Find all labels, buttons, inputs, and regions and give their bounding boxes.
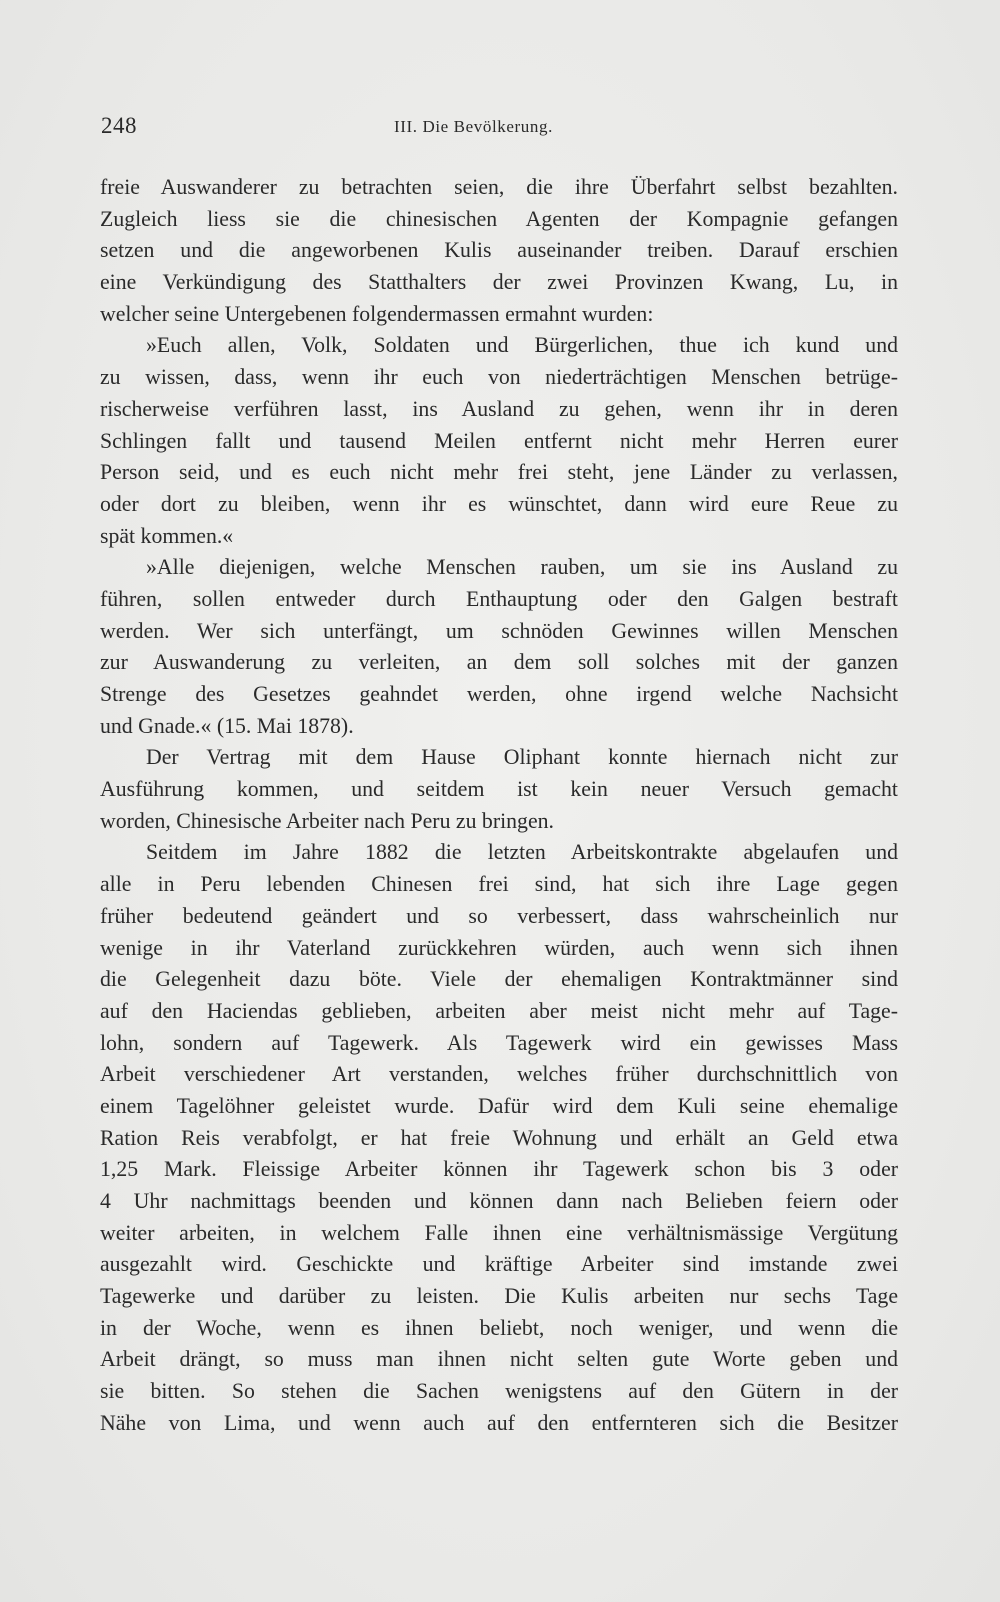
text-line: und Gnade.« (15. Mai 1878). xyxy=(100,713,354,738)
text-line: Person seid, und es euch nicht mehr frei steht, jene Länder zu verlassen, xyxy=(100,460,898,485)
text-line: setzen und die angeworbenen Kulis auseinander treiben. Darauf erschien xyxy=(100,238,898,263)
text-line: Ausführung kommen, und seitdem ist kein neuer Versuch gemacht xyxy=(100,777,898,802)
text-line: werden. Wer sich unterfängt, um schnöden Gewinnes willen Menschen xyxy=(100,618,898,643)
text-line: die Gelegenheit dazu böte. Viele der ehemaligen Kontraktmänner sind xyxy=(100,967,898,992)
text-line: welcher seine Untergebenen folgendermassen ermahnt wurden: xyxy=(100,301,654,326)
text-line: Strenge des Gesetzes geahndet werden, ohne irgend welche Nachsicht xyxy=(100,682,898,706)
text-line: zu wissen, dass, wenn ihr euch von niederträchtigen Menschen betrüge- xyxy=(100,365,898,390)
text-line: Arbeit drängt, so muss man ihnen nicht selten gute Worte geben und xyxy=(100,1347,898,1372)
text-line: 4 Uhr nachmittags beenden und können dann nach Belieben feiern oder xyxy=(100,1189,898,1213)
text-line: Zugleich liess sie die chinesischen Agenten der Kompagnie gefangen xyxy=(100,206,898,231)
text-line: 1,25 Mark. Fleissige Arbeiter können ihr Tagewerk schon bis 3 oder xyxy=(100,1157,898,1182)
text-line: rischerweise verführen lasst, ins Ausland zu gehen, wenn ihr in deren xyxy=(100,396,898,421)
text-line: Ration Reis verabfolgt, er hat freie Wohnung und erhält an Geld etwa xyxy=(100,1125,898,1150)
running-head: III. Die Bevölkerung. xyxy=(394,117,553,136)
text-line: freie Auswanderer zu betrachten seien, die ihre Überfahrt selbst bezahlten. xyxy=(100,175,898,199)
text-line: »Alle diejenigen, welche Menschen rauben, um sie ins Ausland zu xyxy=(146,555,898,580)
text-line: Nähe von Lima, und wenn auch auf den entfernteren sich die Besitzer xyxy=(100,1410,898,1435)
text-line: oder dort zu bleiben, wenn ihr es wünschtet, dann wird eure Reue zu xyxy=(100,491,898,516)
text-line: Seitdem im Jahre 1882 die letzten Arbeitskontrakte abgelaufen und xyxy=(146,840,898,865)
text-line: eine Verkündigung des Statthalters der zwei Provinzen Kwang, Lu, in xyxy=(100,270,898,295)
text-line: worden, Chinesische Arbeiter nach Peru zu bringen. xyxy=(100,808,554,833)
text-line: einem Tagelöhner geleistet wurde. Dafür wird dem Kuli seine ehemalige xyxy=(100,1093,898,1118)
text-line: führen, sollen entweder durch Enthauptung oder den Galgen bestraft xyxy=(100,586,898,611)
body-text xyxy=(100,172,898,1440)
text-line: auf den Haciendas geblieben, arbeiten aber meist nicht mehr auf Tage- xyxy=(100,998,898,1023)
text-line: Tagewerke und darüber zu leisten. Die Kulis arbeiten nur sechs Tage xyxy=(100,1284,898,1309)
text-line: weiter arbeiten, in welchem Falle ihnen eine verhältnismässige Vergütung xyxy=(100,1220,898,1245)
text-line: ausgezahlt wird. Geschickte und kräftige Arbeiter sind imstande zwei xyxy=(100,1252,898,1277)
text-line: spät kommen.« xyxy=(100,523,234,548)
text-line: zur Auswanderung zu verleiten, an dem soll solches mit der ganzen xyxy=(100,650,898,675)
text-line: früher bedeutend geändert und so verbessert, dass wahrscheinlich nur xyxy=(100,903,898,928)
text-line: alle in Peru lebenden Chinesen frei sind, hat sich ihre Lage gegen xyxy=(100,872,898,897)
text-line: wenige in ihr Vaterland zurückkehren würden, auch wenn sich ihnen xyxy=(100,935,898,960)
text-line: Schlingen fallt und tausend Meilen entfernt nicht mehr Herren eurer xyxy=(100,428,898,453)
text-line: in der Woche, wenn es ihnen beliebt, noch weniger, und wenn die xyxy=(100,1315,898,1340)
text-line: Der Vertrag mit dem Hause Oliphant konnte hiernach nicht zur xyxy=(146,745,898,770)
text-line: Arbeit verschiedener Art verstanden, welches früher durchschnittlich von xyxy=(100,1062,898,1087)
text-line: sie bitten. So stehen die Sachen wenigstens auf den Gütern in der xyxy=(100,1379,898,1404)
page-number: 248 xyxy=(101,113,137,138)
page-header xyxy=(101,113,898,147)
text-line: »Euch allen, Volk, Soldaten und Bürgerlichen, thue ich kund und xyxy=(146,333,898,358)
text-line: lohn, sondern auf Tagewerk. Als Tagewerk wird ein gewisses Mass xyxy=(100,1030,898,1055)
